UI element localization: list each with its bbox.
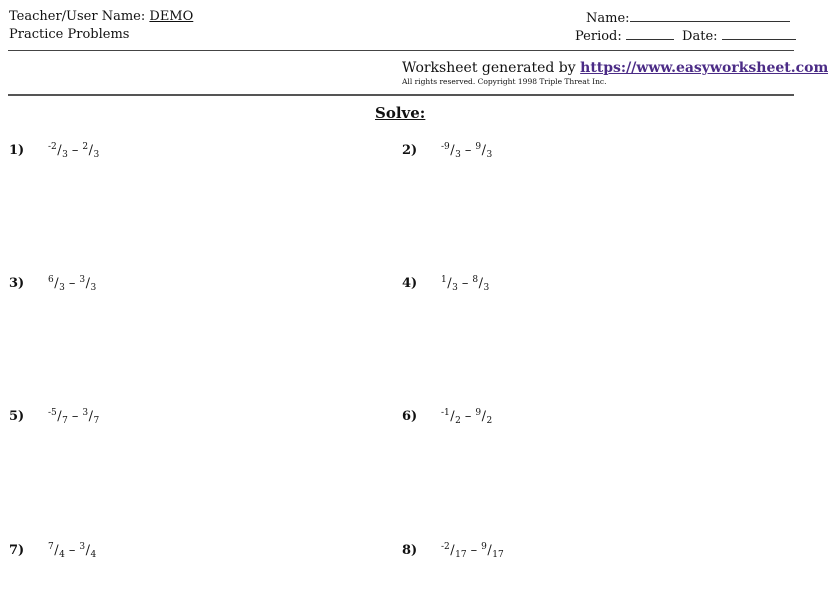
- generator-divider: [8, 94, 794, 96]
- student-name-blank[interactable]: [630, 9, 790, 22]
- student-name-label: Name:: [586, 11, 630, 26]
- problem-expression: $^{-5}/_7 - ^3/_7$: [48, 408, 100, 426]
- problem-expression: $^{-1}/_2 - ^9/_2$: [441, 408, 493, 426]
- problem-expression: $^1/_3 - ^8/_3$: [441, 275, 490, 293]
- student-name-row: [586, 9, 790, 26]
- problem-number: 6): [402, 409, 418, 424]
- generator-line: [402, 60, 828, 76]
- problem-expression: $^{-2}/_3 - ^2/_3$: [48, 142, 100, 160]
- problem-number: 4): [402, 276, 418, 291]
- problem-expression: $^{-9}/_3 - ^9/_3$: [441, 142, 493, 160]
- period-date-row: [575, 27, 796, 44]
- worksheet-subtitle: Practice Problems: [9, 27, 130, 42]
- period-blank[interactable]: [626, 27, 674, 40]
- teacher-name-row: [9, 9, 193, 24]
- period-label: Period:: [575, 29, 622, 44]
- problem-expression: $^{-2}/_{17} - ^9/_{17}$: [441, 542, 504, 560]
- generator-link[interactable]: https://www.easyworksheet.com: [580, 60, 828, 76]
- teacher-name-value: DEMO: [149, 9, 194, 24]
- teacher-name-label: Teacher/User Name:: [9, 9, 146, 24]
- generator-prefix: Worksheet generated by: [402, 60, 576, 76]
- problem-number: 1): [9, 143, 25, 158]
- problem-number: 3): [9, 276, 25, 291]
- problem-number: 8): [402, 543, 418, 558]
- header-divider: [8, 50, 794, 51]
- problem-expression: $^7/_4 - ^3/_4$: [48, 542, 97, 560]
- section-title: Solve:: [375, 104, 426, 122]
- date-label: Date:: [682, 29, 718, 44]
- problem-number: 2): [402, 143, 418, 158]
- date-blank[interactable]: [722, 27, 796, 40]
- problem-number: 5): [9, 409, 25, 424]
- copyright-notice: All rights reserved. Copyright 1998 Triple Threat Inc.: [402, 77, 607, 86]
- problem-number: 7): [9, 543, 25, 558]
- problem-expression: $^6/_3 - ^3/_3$: [48, 275, 97, 293]
